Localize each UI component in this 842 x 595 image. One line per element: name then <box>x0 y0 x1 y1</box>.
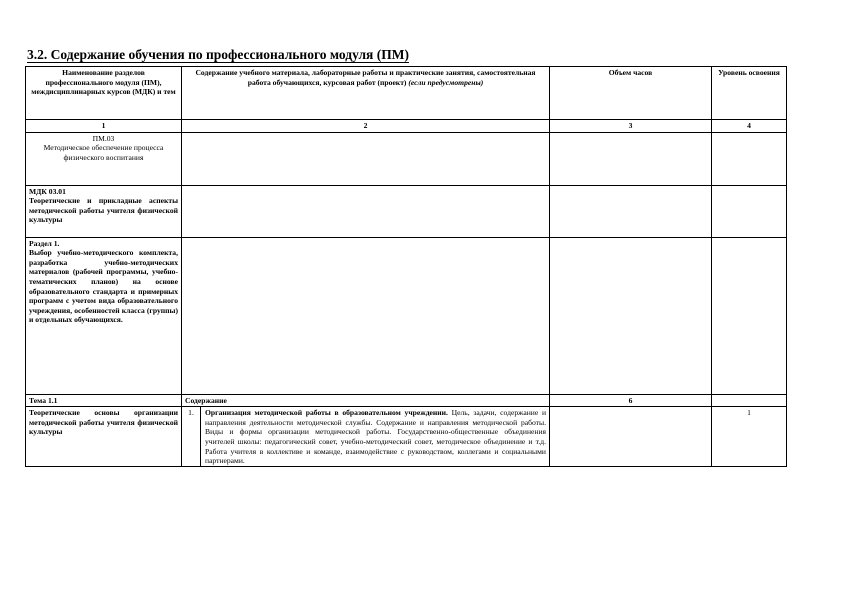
pm-cell <box>26 132 182 185</box>
topic-level: 1 <box>712 406 786 419</box>
mdk-row <box>26 185 787 237</box>
content-table <box>25 66 787 467</box>
col-number-3: 3 <box>550 120 712 133</box>
topic-row <box>26 394 787 466</box>
header-hours: Объем часов <box>550 67 712 120</box>
header-row <box>26 67 787 120</box>
section-label: Раздел 1. <box>29 238 60 248</box>
section-level-empty <box>712 237 787 394</box>
header-content-main: Содержание учебного материала, лабораторные работы и практические занятия, самостоятельная работа обучающихся, курсовая работ (проект) <box>195 68 536 87</box>
topic-name: Теоретические основы организации методической работы учителя физической культуры <box>29 408 178 437</box>
header-content <box>182 67 550 120</box>
content-item-heading: Организация методической работы в образовательном учреждении. <box>205 408 448 418</box>
pm-content-empty <box>182 132 550 185</box>
col-number-2: 2 <box>182 120 550 133</box>
mdk-cell <box>26 185 182 237</box>
topic-label: Тема 1.1 <box>26 395 181 408</box>
header-sections: Наименование разделов профессионального модуля (ПМ), междисциплинарных курсов (МДК) и тем <box>26 67 182 120</box>
content-item-text <box>201 407 550 466</box>
mdk-name: Теоретические и прикладные аспекты методической работы учителя физической культуры <box>29 196 178 225</box>
content-item <box>182 407 549 466</box>
pm-hours-empty <box>550 132 712 185</box>
topic-hours-sub <box>550 406 711 407</box>
pm-code: ПМ.03 <box>92 133 115 143</box>
topic-hours: 6 <box>628 395 633 405</box>
topic-content-label: Содержание <box>182 395 549 408</box>
topic-level-cell <box>712 394 787 466</box>
pm-level-empty <box>712 132 787 185</box>
topic-level-spacer <box>712 395 786 406</box>
header-content-italic: (если предусмотрены) <box>408 77 484 87</box>
content-item-body: Цель, задачи, содержание и направления деятельности методической службы. Содержание и направления методической работы. Виды и формы организации методической работы. Государственно-общественные объединения учителей школы: педагогический совет, учебно-методический совет, методическое объединение и т.д. Работа учителя в коллективе и команде, взаимодействие с руководством, коллегами и социальными партнерами. <box>205 408 547 466</box>
content-item-table <box>182 407 549 466</box>
header-level: Уровень освоения <box>712 67 787 120</box>
mdk-content-empty <box>182 185 550 237</box>
section-content-empty <box>182 237 550 394</box>
section-hours-empty <box>550 237 712 394</box>
mdk-hours-empty <box>550 185 712 237</box>
content-item-number: 1. <box>182 407 201 466</box>
page-title: 3.2. Содержание обучения по профессионального модуля (ПМ) <box>27 47 409 62</box>
section-text: Выбор учебно-методического комплекта, разработка учебно-методических материалов (рабочей программы, учебно-тематических планов) на основе образовательного стандарта и примерных программ с учетом вида образовательного учреждения, особенностей класса (группы) и отдельных обучающихся. <box>29 248 178 325</box>
pm-name: Методическое обеспечение процесса физического воспитания <box>43 143 164 162</box>
mdk-code: МДК 03.01 <box>29 186 66 196</box>
number-row <box>26 120 787 133</box>
topic-content-cell <box>182 394 550 466</box>
mdk-level-empty <box>712 185 787 237</box>
section-row <box>26 237 787 394</box>
topic-hours-cell <box>550 394 712 466</box>
topic-cell <box>26 394 182 466</box>
pm-row <box>26 132 787 185</box>
col-number-1: 1 <box>26 120 182 133</box>
col-number-4: 4 <box>712 120 787 133</box>
section-cell <box>26 237 182 394</box>
